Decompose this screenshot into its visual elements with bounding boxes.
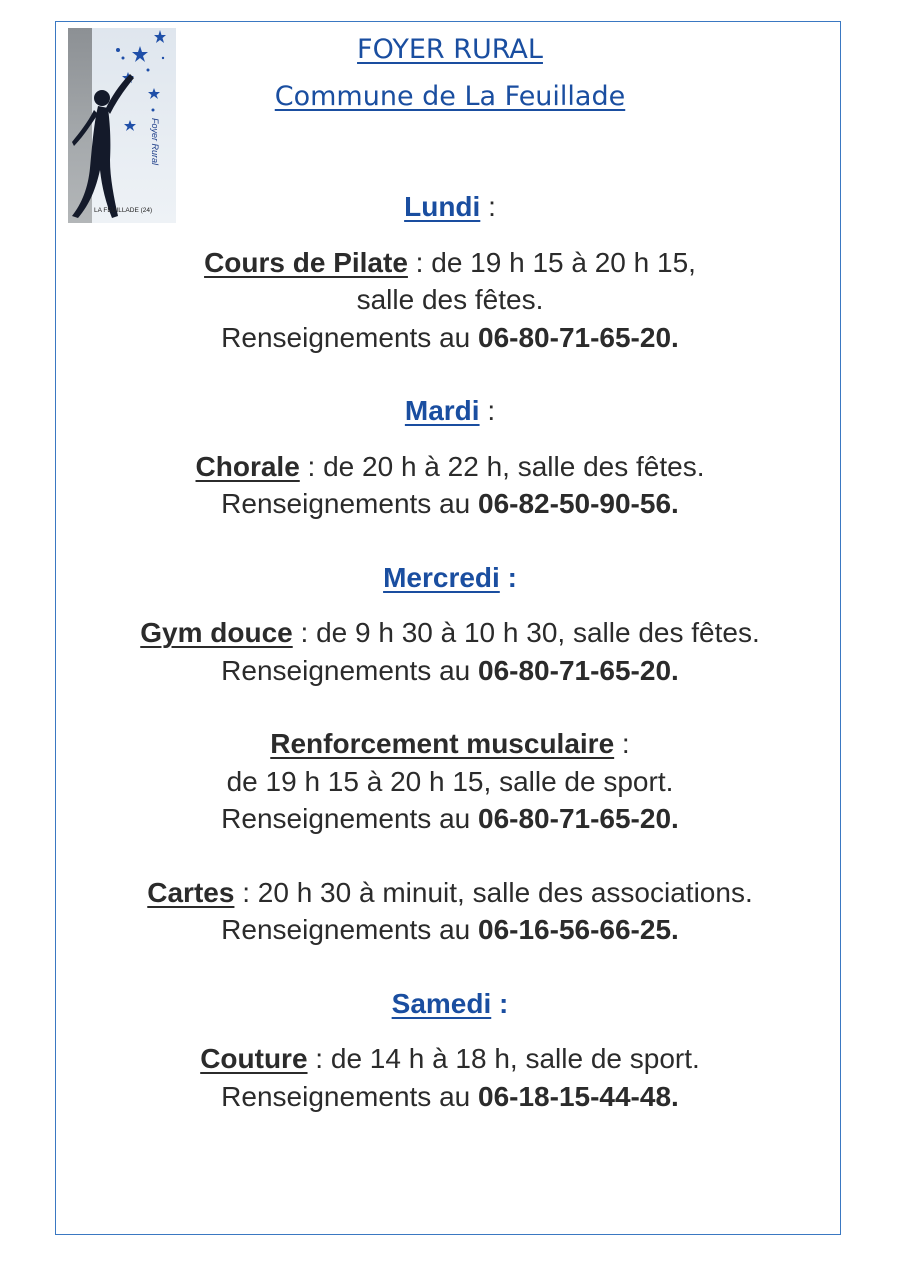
- day-heading-mardi: Mardi :: [404, 395, 496, 426]
- header-title: [0, 34, 900, 65]
- activity-name: Couture: [200, 1043, 308, 1074]
- activity-name: Gym douce: [140, 617, 293, 648]
- schedule-renforcement: de 19 h 15 à 20 h 15, salle de sport.: [226, 765, 674, 797]
- header-line-1: FOYER RURAL: [357, 34, 543, 65]
- info-couture: Renseignements au 06-18-15-44-48.: [221, 1080, 679, 1112]
- location-lundi: salle des fêtes.: [356, 284, 544, 315]
- activity-renforcement: Renforcement musculaire :: [270, 728, 630, 759]
- activity-lundi: Cours de Pilate : de 19 h 15 à 20 h 15,: [204, 246, 696, 278]
- info-mardi: Renseignements au 06-82-50-90-56.: [221, 488, 679, 519]
- phone-number: 06-80-71-65-20.: [478, 654, 679, 686]
- activity-name: Renforcement musculaire: [270, 728, 615, 759]
- info-gym-douce: Renseignements au 06-80-71-65-20.: [221, 654, 679, 686]
- header-subtitle: [0, 81, 900, 112]
- phone-number: 06-80-71-65-20.: [478, 321, 679, 353]
- day-heading-mercredi: Mercredi :: [383, 561, 517, 593]
- info-lundi: Renseignements au 06-80-71-65-20.: [221, 321, 679, 353]
- activity-cartes: Cartes : 20 h 30 à minuit, salle des associations.: [147, 876, 753, 908]
- activity-name: Cartes: [147, 876, 235, 908]
- activity-name: Chorale: [195, 450, 300, 482]
- logo-vertical-text: Foyer Rural: [150, 118, 160, 166]
- day-heading-lundi: Lundi :: [404, 191, 496, 222]
- info-renforcement: Renseignements au 06-80-71-65-20.: [221, 803, 679, 834]
- activity-mardi: Chorale : de 20 h à 22 h, salle des fêtes.: [195, 450, 705, 482]
- phone-number: 06-18-15-44-48.: [478, 1080, 679, 1112]
- phone-number: 06-82-50-90-56.: [478, 488, 679, 519]
- logo-caption: LA FEUILLADE (24): [94, 207, 153, 214]
- activity-gym-douce: Gym douce : de 9 h 30 à 10 h 30, salle des fêtes.: [140, 617, 760, 648]
- activity-name: Cours de Pilate: [204, 246, 408, 278]
- info-cartes: Renseignements au 06-16-56-66-25.: [221, 914, 679, 945]
- activity-couture: Couture : de 14 h à 18 h, salle de sport.: [200, 1043, 700, 1074]
- phone-number: 06-80-71-65-20.: [478, 803, 679, 834]
- day-heading-samedi: Samedi :: [391, 987, 509, 1019]
- header-line-2: Commune de La Feuillade: [274, 81, 626, 112]
- schedule: [0, 188, 900, 1115]
- phone-number: 06-16-56-66-25.: [478, 914, 679, 945]
